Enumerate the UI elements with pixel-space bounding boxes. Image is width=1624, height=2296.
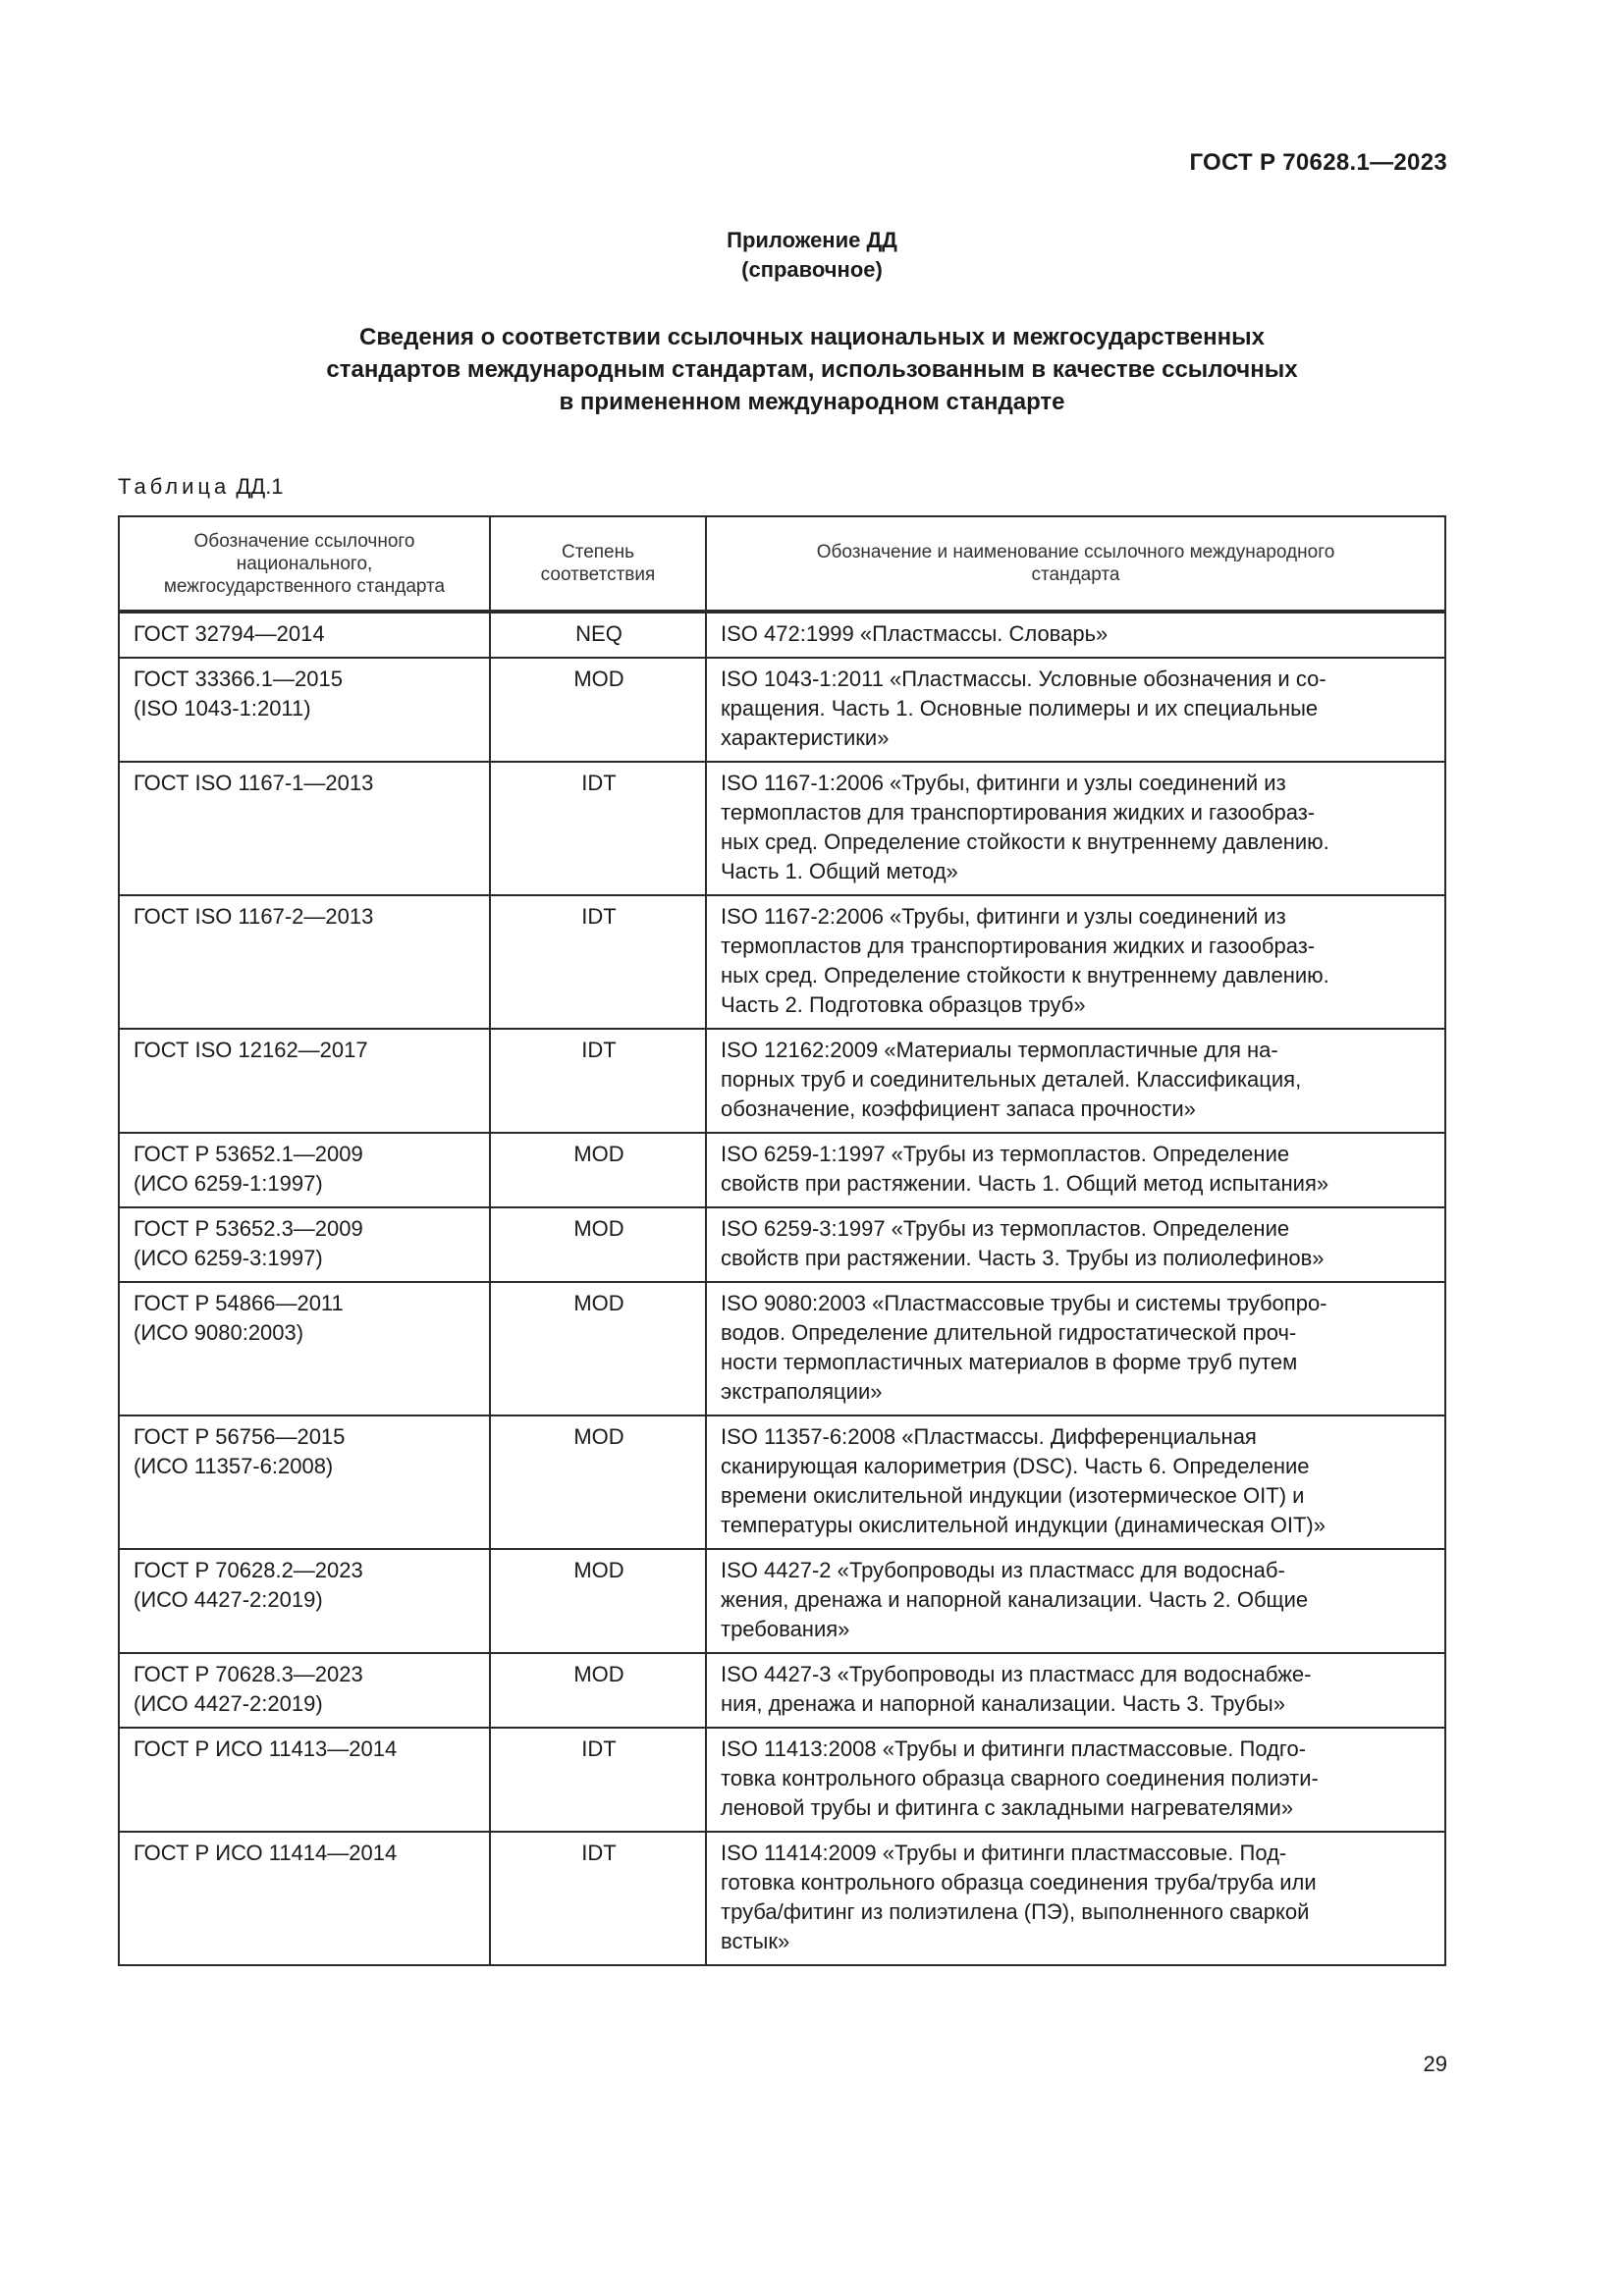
cell-degree: MOD: [490, 1415, 706, 1549]
cell-national-standard: [119, 1282, 490, 1415]
national-standard-line: ГОСТ ISO 1167-1—2013: [134, 771, 374, 795]
cell-international-standard: [706, 762, 1445, 895]
cell-degree: MOD: [490, 1133, 706, 1207]
international-standard-line: требования»: [721, 1617, 850, 1641]
international-standard-line: температуры окислительной индукции (динамическая OIT)»: [721, 1513, 1326, 1537]
table-row: [119, 1549, 1445, 1653]
cell-international-standard: [706, 1653, 1445, 1728]
page-number: 29: [1423, 2052, 1447, 2076]
international-standard-line: леновой трубы и фитинга с закладными нагревателями»: [721, 1795, 1294, 1820]
column-header-international: [706, 516, 1445, 612]
international-standard-line: термопластов для транспортирования жидких и газообраз-: [721, 800, 1316, 825]
international-standard-line: ISO 1043-1:2011 «Пластмассы. Условные обозначения и со-: [721, 667, 1326, 691]
cell-national-standard: [119, 895, 490, 1029]
international-standard-line: встык»: [721, 1929, 790, 1953]
cell-degree: MOD: [490, 658, 706, 762]
cell-national-standard: [119, 612, 490, 658]
table-row: [119, 1207, 1445, 1282]
table-row: [119, 1653, 1445, 1728]
cell-national-standard: [119, 1207, 490, 1282]
cell-degree: IDT: [490, 1728, 706, 1832]
header-line: межгосударственного стандарта: [163, 575, 446, 597]
cell-national-standard: [119, 658, 490, 762]
header-line: Обозначение и наименование ссылочного международного: [816, 542, 1335, 562]
cell-degree: MOD: [490, 1549, 706, 1653]
table-row: [119, 658, 1445, 762]
international-standard-line: ISO 6259-1:1997 «Трубы из термопластов. Определение: [721, 1142, 1290, 1166]
table-row: [119, 1415, 1445, 1549]
national-standard-line: ГОСТ ISO 12162—2017: [134, 1038, 368, 1062]
international-standard-line: ISO 1167-2:2006 «Трубы, фитинги и узлы соединений из: [721, 904, 1286, 929]
international-standard-line: Часть 2. Подготовка образцов труб»: [721, 992, 1086, 1017]
national-standard-line: (ИСО 4427-2:2019): [134, 1587, 323, 1612]
international-standard-line: Часть 1. Общий метод»: [721, 859, 958, 883]
table-row: [119, 612, 1445, 658]
table-caption: [118, 474, 284, 500]
international-standard-line: ных сред. Определение стойкости к внутреннему давлению.: [721, 963, 1329, 988]
cell-international-standard: [706, 612, 1445, 658]
international-standard-line: ISO 9080:2003 «Пластмассовые трубы и системы трубопро-: [721, 1291, 1327, 1315]
cell-national-standard: [119, 1549, 490, 1653]
table-caption-number: ДД.1: [236, 474, 284, 499]
appendix-heading: [0, 226, 1624, 285]
international-standard-line: ISO 472:1999 «Пластмассы. Словарь»: [721, 621, 1109, 646]
international-standard-line: труба/фитинг из полиэтилена (ПЭ), выполненного сваркой: [721, 1899, 1310, 1924]
cell-degree: IDT: [490, 1029, 706, 1133]
national-standard-line: (ИСО 11357-6:2008): [134, 1454, 334, 1478]
cell-national-standard: [119, 1832, 490, 1965]
section-heading: [0, 321, 1624, 418]
cell-international-standard: [706, 1282, 1445, 1415]
international-standard-line: обозначение, коэффициент запаса прочности»: [721, 1096, 1196, 1121]
national-standard-line: (ИСО 4427-2:2019): [134, 1691, 323, 1716]
national-standard-line: ГОСТ 33366.1—2015: [134, 667, 343, 691]
table-header-row: [119, 516, 1445, 612]
national-standard-line: (ИСО 6259-3:1997): [134, 1246, 323, 1270]
column-header-national: [119, 516, 490, 612]
international-standard-line: ISO 6259-3:1997 «Трубы из термопластов. Определение: [721, 1216, 1290, 1241]
international-standard-line: свойств при растяжении. Часть 3. Трубы из полиолефинов»: [721, 1246, 1325, 1270]
international-standard-line: ISO 11413:2008 «Трубы и фитинги пластмассовые. Подго-: [721, 1736, 1307, 1761]
cell-international-standard: [706, 1207, 1445, 1282]
appendix-type: (справочное): [741, 257, 883, 282]
international-standard-line: ISO 4427-2 «Трубопроводы из пластмасс для водоснаб-: [721, 1558, 1285, 1582]
table-row: [119, 1728, 1445, 1832]
national-standard-line: (ISO 1043-1:2011): [134, 696, 311, 721]
table-row: [119, 762, 1445, 895]
international-standard-line: готовка контрольного образца соединения труба/труба или: [721, 1870, 1317, 1895]
cell-international-standard: [706, 1415, 1445, 1549]
cell-degree: MOD: [490, 1282, 706, 1415]
international-standard-line: ISO 11414:2009 «Трубы и фитинги пластмассовые. Под-: [721, 1841, 1287, 1865]
table-row: [119, 1832, 1445, 1965]
national-standard-line: ГОСТ Р 53652.1—2009: [134, 1142, 363, 1166]
national-standard-line: ГОСТ Р ИСО 11414—2014: [134, 1841, 398, 1865]
table-row: [119, 1133, 1445, 1207]
header-line: Степень: [561, 542, 635, 562]
table-caption-word: Таблица: [118, 474, 231, 499]
table-row: [119, 1282, 1445, 1415]
table-row: [119, 895, 1445, 1029]
international-standard-line: термопластов для транспортирования жидких и газообраз-: [721, 934, 1316, 958]
document-code: ГОСТ Р 70628.1—2023: [1189, 149, 1447, 176]
cell-national-standard: [119, 1133, 490, 1207]
international-standard-line: ных сред. Определение стойкости к внутреннему давлению.: [721, 829, 1329, 854]
international-standard-line: свойств при растяжении. Часть 1. Общий метод испытания»: [721, 1171, 1329, 1196]
national-standard-line: ГОСТ ISO 1167-2—2013: [134, 904, 374, 929]
international-standard-line: ности термопластичных материалов в форме труб путем: [721, 1350, 1298, 1374]
header-line: национального,: [236, 553, 373, 574]
international-standard-line: ISO 12162:2009 «Материалы термопластичные для на-: [721, 1038, 1278, 1062]
cell-degree: MOD: [490, 1653, 706, 1728]
national-standard-line: (ИСО 6259-1:1997): [134, 1171, 323, 1196]
cell-international-standard: [706, 1029, 1445, 1133]
cell-international-standard: [706, 1832, 1445, 1965]
cell-national-standard: [119, 1415, 490, 1549]
international-standard-line: ISO 11357-6:2008 «Пластмассы. Дифференциальная: [721, 1424, 1257, 1449]
international-standard-line: ния, дренажа и напорной канализации. Часть 3. Трубы»: [721, 1691, 1285, 1716]
column-header-degree: [490, 516, 706, 612]
table-body: [119, 612, 1445, 1965]
international-standard-line: времени окислительной индукции (изотермическое OIT) и: [721, 1483, 1305, 1508]
cell-national-standard: [119, 762, 490, 895]
cell-national-standard: [119, 1728, 490, 1832]
international-standard-line: порных труб и соединительных деталей. Классификация,: [721, 1067, 1302, 1092]
international-standard-line: сканирующая калориметрия (DSC). Часть 6. Определение: [721, 1454, 1310, 1478]
cell-degree: IDT: [490, 762, 706, 895]
international-standard-line: ISO 1167-1:2006 «Трубы, фитинги и узлы соединений из: [721, 771, 1286, 795]
cell-degree: MOD: [490, 1207, 706, 1282]
header-line: соответствия: [540, 564, 656, 585]
cell-degree: NEQ: [490, 612, 706, 658]
international-standard-line: характеристики»: [721, 725, 890, 750]
heading-line: Сведения о соответствии ссылочных национальных и межгосударственных: [358, 324, 1265, 350]
national-standard-line: ГОСТ Р 70628.3—2023: [134, 1662, 363, 1686]
international-standard-line: товка контрольного образца сварного соединения полиэти-: [721, 1766, 1319, 1790]
cell-international-standard: [706, 1133, 1445, 1207]
national-standard-line: ГОСТ Р ИСО 11413—2014: [134, 1736, 398, 1761]
cell-international-standard: [706, 658, 1445, 762]
international-standard-line: экстраполяции»: [721, 1379, 883, 1404]
appendix-title: Приложение ДД: [727, 228, 897, 252]
cell-degree: IDT: [490, 1832, 706, 1965]
heading-line: в примененном международном стандарте: [559, 389, 1065, 415]
national-standard-line: ГОСТ Р 70628.2—2023: [134, 1558, 363, 1582]
cell-international-standard: [706, 895, 1445, 1029]
international-standard-line: ISO 4427-3 «Трубопроводы из пластмасс для водоснабже-: [721, 1662, 1312, 1686]
national-standard-line: (ИСО 9080:2003): [134, 1320, 304, 1345]
heading-line: стандартов международным стандартам, использованным в качестве ссылочных: [326, 356, 1298, 383]
national-standard-line: ГОСТ Р 53652.3—2009: [134, 1216, 363, 1241]
international-standard-line: кращения. Часть 1. Основные полимеры и их специальные: [721, 696, 1319, 721]
cell-national-standard: [119, 1029, 490, 1133]
cell-national-standard: [119, 1653, 490, 1728]
national-standard-line: ГОСТ Р 54866—2011: [134, 1291, 344, 1315]
international-standard-line: жения, дренажа и напорной канализации. Часть 2. Общие: [721, 1587, 1309, 1612]
header-line: стандарта: [1031, 564, 1120, 585]
cell-degree: IDT: [490, 895, 706, 1029]
international-standard-line: водов. Определение длительной гидростатической проч-: [721, 1320, 1297, 1345]
header-line: Обозначение ссылочного: [193, 530, 415, 552]
cell-international-standard: [706, 1549, 1445, 1653]
national-standard-line: ГОСТ 32794—2014: [134, 621, 325, 646]
national-standard-line: ГОСТ Р 56756—2015: [134, 1424, 346, 1449]
cell-international-standard: [706, 1728, 1445, 1832]
standards-table: [118, 515, 1446, 1966]
table-row: [119, 1029, 1445, 1133]
